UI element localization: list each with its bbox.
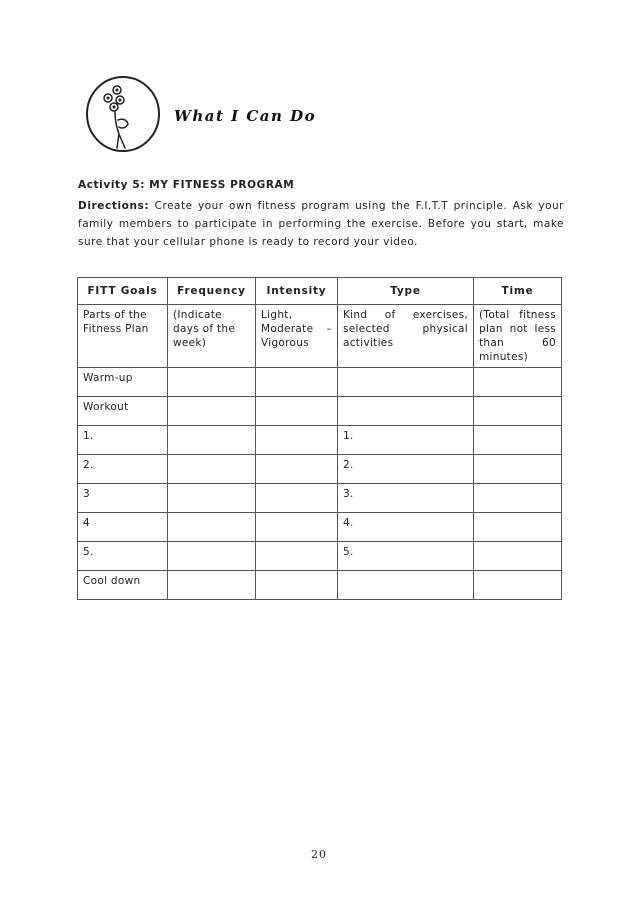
fitness-logo-icon — [84, 74, 162, 154]
type-cell[interactable] — [338, 571, 474, 600]
desc-time: (Total fitness plan not less than 60 minutes) — [474, 305, 562, 368]
row-goal-cell: Cool down — [78, 571, 168, 600]
table-row — [78, 484, 562, 513]
frequency-cell[interactable] — [168, 513, 256, 542]
row-goal-cell: 2. — [78, 455, 168, 484]
intensity-cell[interactable] — [256, 513, 338, 542]
frequency-cell[interactable] — [168, 542, 256, 571]
type-cell[interactable] — [338, 397, 474, 426]
time-cell[interactable] — [474, 542, 562, 571]
header-intensity: Intensity — [256, 278, 338, 305]
intensity-cell[interactable] — [256, 542, 338, 571]
directions-paragraph — [78, 197, 564, 251]
frequency-cell[interactable] — [168, 426, 256, 455]
table-row — [78, 368, 562, 397]
time-cell[interactable] — [474, 368, 562, 397]
table-row — [78, 542, 562, 571]
header-time: Time — [474, 278, 562, 305]
desc-intensity: Light, Moderate – Vigorous — [256, 305, 338, 368]
row-goal-cell: 5. — [78, 542, 168, 571]
time-cell[interactable] — [474, 455, 562, 484]
header-frequency: Frequency — [168, 278, 256, 305]
intensity-cell[interactable] — [256, 455, 338, 484]
frequency-cell[interactable] — [168, 455, 256, 484]
intensity-cell[interactable] — [256, 368, 338, 397]
intensity-cell[interactable] — [256, 397, 338, 426]
table-header-row — [78, 278, 562, 305]
page-number: 20 — [311, 848, 327, 861]
frequency-cell[interactable] — [168, 571, 256, 600]
desc-fitt-goals: Parts of the Fitness Plan — [78, 305, 168, 368]
row-goal-cell: 1. — [78, 426, 168, 455]
section-title: What I Can Do — [174, 107, 317, 125]
time-cell[interactable] — [474, 484, 562, 513]
table-row — [78, 571, 562, 600]
time-cell[interactable] — [474, 426, 562, 455]
frequency-cell[interactable] — [168, 397, 256, 426]
time-cell[interactable] — [474, 397, 562, 426]
table-row — [78, 397, 562, 426]
row-goal-cell: 3 — [78, 484, 168, 513]
directions-text: Create your own fitness program using the F.I.T.T principle. Ask your family members to participate in performing the exercise. Before you start, make sure that your cellular phone is ready to record your video. — [78, 200, 564, 248]
frequency-cell[interactable] — [168, 484, 256, 513]
type-cell[interactable]: 5. — [338, 542, 474, 571]
type-cell[interactable]: 1. — [338, 426, 474, 455]
table-row — [78, 513, 562, 542]
intensity-cell[interactable] — [256, 484, 338, 513]
fitt-table — [77, 277, 562, 600]
type-cell[interactable]: 3. — [338, 484, 474, 513]
row-goal-cell: Warm-up — [78, 368, 168, 397]
time-cell[interactable] — [474, 571, 562, 600]
type-cell[interactable] — [338, 368, 474, 397]
intensity-cell[interactable] — [256, 571, 338, 600]
desc-type: Kind of exercises, selected physical activities — [338, 305, 474, 368]
time-cell[interactable] — [474, 513, 562, 542]
intensity-cell[interactable] — [256, 426, 338, 455]
header-fitt-goals: FITT Goals — [78, 278, 168, 305]
table-row — [78, 426, 562, 455]
row-goal-cell: Workout — [78, 397, 168, 426]
activity-title: Activity 5: MY FITNESS PROGRAM — [78, 179, 295, 191]
desc-frequency: (Indicate days of the week) — [168, 305, 256, 368]
table-row — [78, 455, 562, 484]
type-cell[interactable]: 2. — [338, 455, 474, 484]
type-cell[interactable]: 4. — [338, 513, 474, 542]
frequency-cell[interactable] — [168, 368, 256, 397]
description-row — [78, 305, 562, 368]
header-type: Type — [338, 278, 474, 305]
directions-label: Directions: — [78, 200, 150, 212]
row-goal-cell: 4 — [78, 513, 168, 542]
